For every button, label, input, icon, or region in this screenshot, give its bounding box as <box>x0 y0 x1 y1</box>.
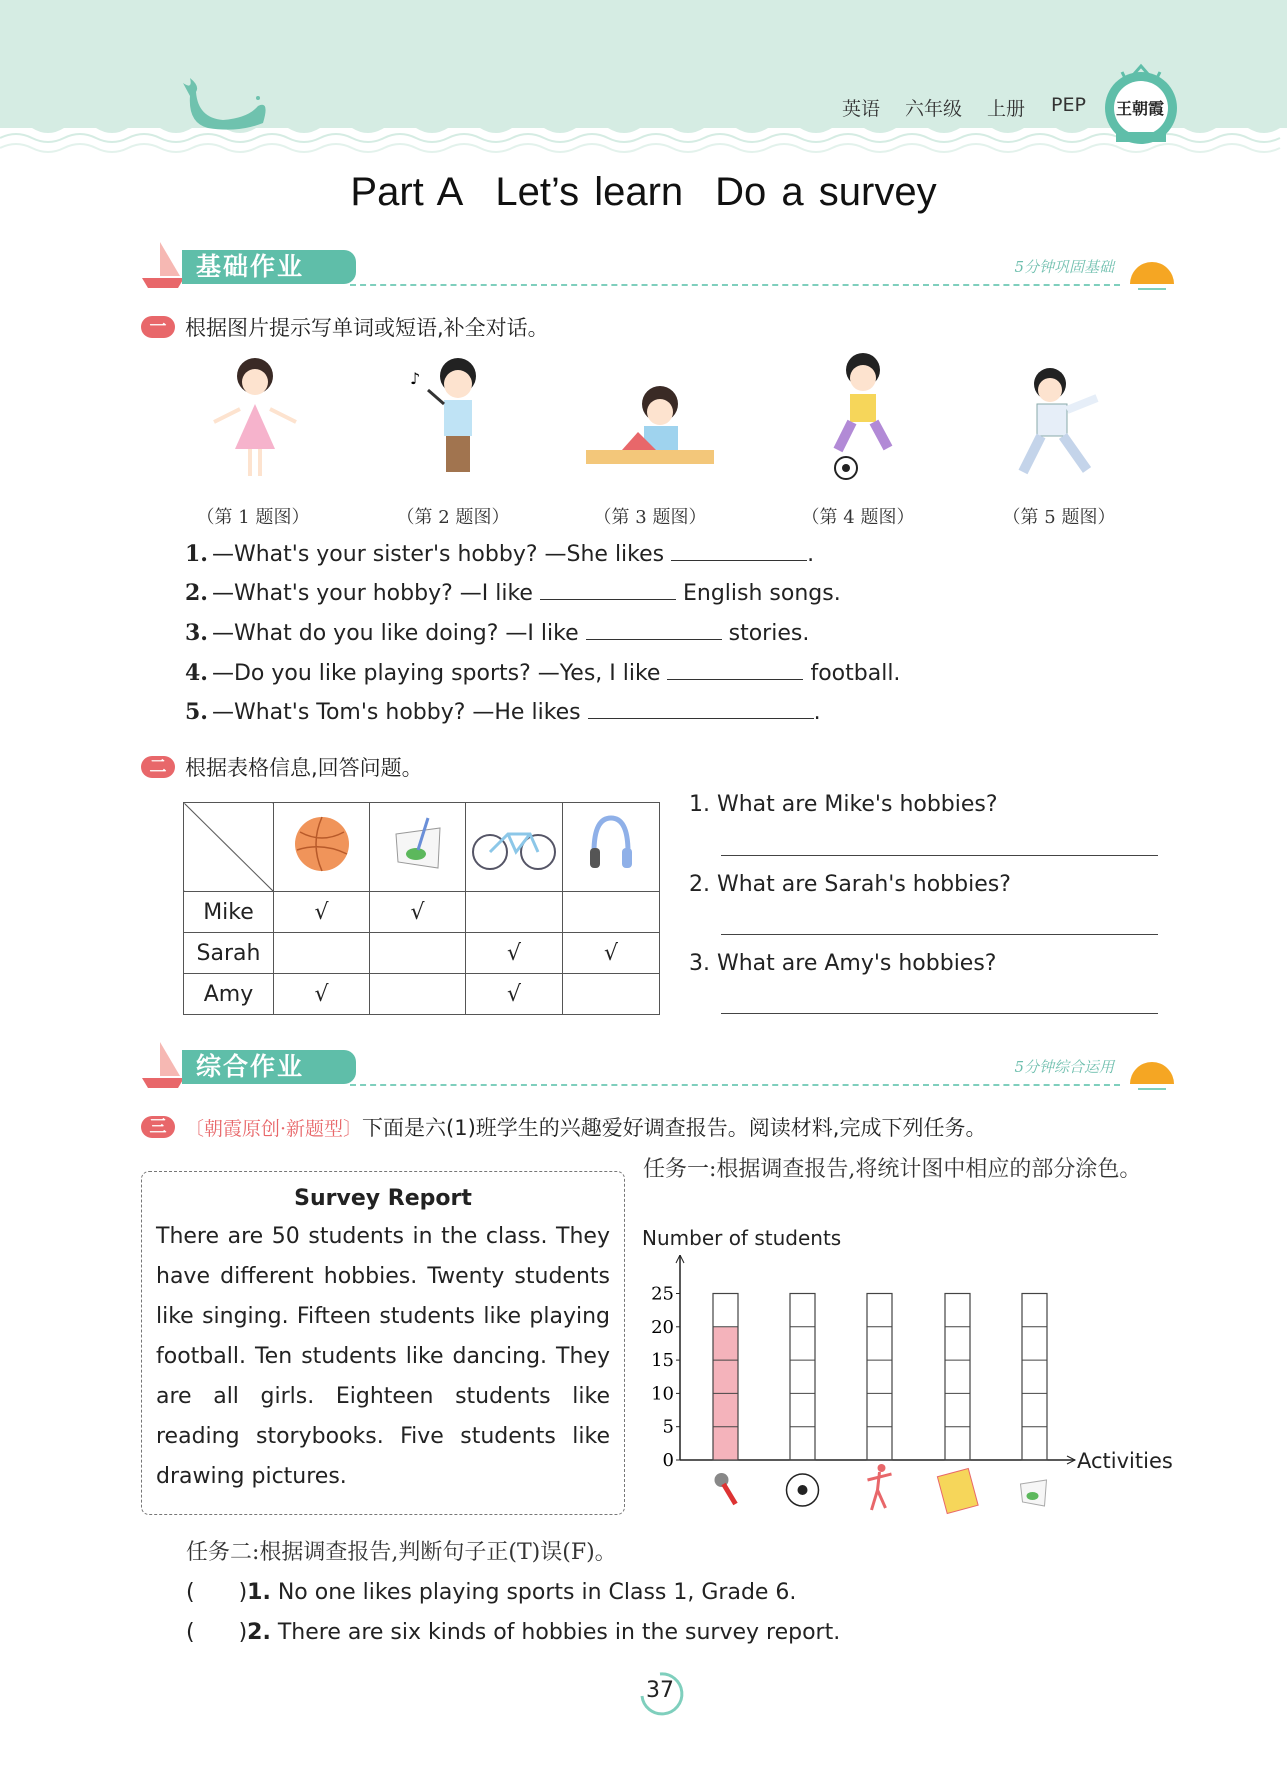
column-cycling <box>466 803 563 892</box>
answer-line[interactable] <box>721 934 1158 935</box>
answer-blank[interactable] <box>588 698 814 719</box>
bar-dancing <box>867 1294 892 1461</box>
sentence-text-after: football. <box>810 661 901 686</box>
boy-singing-picture <box>398 354 508 484</box>
dancer-icon <box>868 1472 892 1510</box>
check-cell <box>274 933 370 974</box>
table-question-3: 3. What are Amy's hobbies? <box>689 951 997 976</box>
answer-line[interactable] <box>721 855 1158 856</box>
boy-playing-football-picture <box>808 350 918 480</box>
bar-drawing-pictures <box>1022 1294 1047 1461</box>
section-banner-comprehensive <box>140 1048 1180 1088</box>
task-1-instruction: 任务一:根据调查报告,将统计图中相应的部分涂色。 <box>643 1157 1142 1182</box>
column-basketball <box>274 803 370 892</box>
table-row <box>184 933 660 974</box>
y-tick-label: 20 <box>651 1316 674 1338</box>
sentence-text: —What's your sister's hobby? —She likes <box>211 542 665 567</box>
sentence-text: —What do you like doing? —I like <box>211 621 579 646</box>
check-cell <box>370 974 466 1015</box>
girl-reading-picture <box>582 384 718 484</box>
headphones-icon <box>586 814 636 874</box>
sentence-text-after: English songs. <box>682 581 841 606</box>
y-tick-label: 10 <box>651 1383 674 1405</box>
survey-report-title: Survey Report <box>294 1186 472 1211</box>
header-edition: PEP <box>1051 94 1086 116</box>
sentence-text-after: . <box>807 542 815 567</box>
question-number-badge: 三 <box>141 1116 175 1138</box>
sunrise-icon <box>1124 1054 1180 1094</box>
chart-x-label: Activities <box>1077 1449 1173 1473</box>
check-cell: √ <box>274 892 370 933</box>
banner-time-note: 5分钟巩固基础 <box>1014 258 1114 276</box>
sentence-number: 5. <box>185 699 208 725</box>
header-grade: 六年级 <box>905 98 963 120</box>
table-question-2: 2. What are Sarah's hobbies? <box>689 872 1011 897</box>
table-question-1: 1. What are Mike's hobbies? <box>689 792 998 817</box>
answer-line[interactable] <box>721 1013 1158 1014</box>
section-banner-basic <box>140 248 1180 288</box>
item-number: 1. <box>247 1580 271 1605</box>
question-instruction: 根据表格信息,回答问题。 <box>185 756 423 780</box>
bicycle-icon <box>470 816 558 872</box>
survey-report-text: There are 50 students in the class. They have different hobbies. Twenty students like singing. Fifteen students like playing football. Ten students like dancing. They are all girls. Eighteen students like reading storybooks. Five students like drawing pictures. <box>156 1224 610 1489</box>
item-text: There are six kinds of hobbies in the survey report. <box>277 1620 841 1645</box>
question-instruction: 下面是六(1)班学生的兴趣爱好调查报告。阅读材料,完成下列任务。 <box>362 1116 987 1140</box>
column-music <box>563 803 660 892</box>
sentence-number: 3. <box>185 620 208 646</box>
sentence-text: —What's Tom's hobby? —He likes <box>211 700 581 725</box>
whale-icon <box>178 78 273 130</box>
column-drawing <box>370 803 466 892</box>
table-row <box>184 892 660 933</box>
sailboat-icon <box>140 242 186 288</box>
row-name: Mike <box>184 892 274 933</box>
question-instruction: 根据图片提示写单词或短语,补全对话。 <box>185 316 549 340</box>
sentence-4 <box>185 659 900 686</box>
sentence-number: 1. <box>185 541 208 567</box>
answer-blank[interactable] <box>667 659 803 680</box>
banner-label: 综合作业 <box>182 1050 356 1084</box>
true-false-item-1 <box>186 1575 796 1606</box>
girl-dancing-picture <box>200 354 310 484</box>
picture-caption: （第 1 题图） <box>196 507 310 528</box>
question-2-heading <box>141 752 423 782</box>
check-cell <box>370 933 466 974</box>
sentence-text-after: stories. <box>728 621 810 646</box>
sentence-1 <box>185 540 814 567</box>
question-3-heading <box>141 1112 986 1142</box>
check-cell: √ <box>274 974 370 1015</box>
true-false-item-2 <box>186 1615 840 1646</box>
sentence-5 <box>185 698 821 725</box>
storybook-icon <box>937 1468 978 1513</box>
dancer-icon-head <box>878 1464 886 1472</box>
title-part: Part A <box>350 170 464 214</box>
publisher-logo <box>1102 62 1180 150</box>
page-title <box>0 170 1287 215</box>
drawing-icon <box>388 814 448 874</box>
picture-caption: （第 5 题图） <box>1002 507 1116 528</box>
hobbies-table <box>183 802 660 1015</box>
page-number: 37 <box>646 1678 674 1703</box>
sentence-text: —Do you like playing sports? —Yes, I like <box>211 661 661 686</box>
survey-report-box <box>141 1171 625 1515</box>
question-number-badge: 一 <box>141 316 175 338</box>
title-section1: Let’s learn <box>495 170 684 214</box>
answer-parentheses[interactable]: ( ) <box>186 1580 248 1605</box>
banner-label: 基础作业 <box>182 250 356 284</box>
chart-y-label: Number of students <box>642 1226 842 1250</box>
football-icon-patch <box>798 1485 808 1495</box>
banner-time-note: 5分钟综合运用 <box>1014 1058 1114 1076</box>
boy-doing-kung-fu-picture <box>1005 362 1115 492</box>
question-number-badge: 二 <box>141 756 175 778</box>
picture-caption: （第 2 题图） <box>396 507 510 528</box>
bar-playing-football <box>790 1294 815 1461</box>
picture-caption: （第 4 题图） <box>801 507 915 528</box>
question-1-heading <box>141 312 549 342</box>
answer-blank[interactable] <box>540 579 676 600</box>
bar-chart <box>640 1255 1200 1525</box>
item-number: 2. <box>247 1620 271 1645</box>
sentence-2 <box>185 579 841 606</box>
y-tick-label: 0 <box>662 1450 674 1471</box>
y-tick-label: 5 <box>662 1416 674 1438</box>
basketball-icon <box>292 814 352 874</box>
bar-reading-storybooks <box>945 1294 970 1461</box>
check-cell <box>466 892 563 933</box>
answer-blank[interactable] <box>586 619 722 640</box>
sentence-text-after: . <box>813 700 821 725</box>
logo-text: 王朝霞 <box>1116 99 1165 118</box>
table-corner-cell <box>184 803 274 892</box>
svg-text:♪: ♪ <box>410 369 421 388</box>
title-section2: Do a survey <box>715 170 937 214</box>
sailboat-icon <box>140 1042 186 1088</box>
check-cell: √ <box>466 933 563 974</box>
sentence-number: 4. <box>185 660 208 686</box>
table-row <box>184 974 660 1015</box>
item-text: No one likes playing sports in Class 1, Grade 6. <box>277 1580 797 1605</box>
check-cell: √ <box>466 974 563 1015</box>
check-cell: √ <box>563 933 660 974</box>
microphone-icon-handle <box>724 1484 736 1504</box>
task-2-instruction: 任务二:根据调查报告,判断句子正(T)误(F)。 <box>186 1540 617 1565</box>
check-cell <box>563 974 660 1015</box>
header-subject: 英语 <box>842 98 881 120</box>
answer-parentheses[interactable]: ( ) <box>186 1620 248 1645</box>
header-volume: 上册 <box>987 98 1026 120</box>
drawing-icon-paint <box>1027 1492 1039 1500</box>
row-name: Amy <box>184 974 274 1015</box>
check-cell <box>563 892 660 933</box>
sentence-number: 2. <box>185 580 208 606</box>
question-source-tag: 〔朝霞原创·新题型〕 <box>185 1117 363 1140</box>
answer-blank[interactable] <box>671 540 807 561</box>
y-tick-label: 15 <box>651 1350 674 1372</box>
row-name: Sarah <box>184 933 274 974</box>
sunrise-icon <box>1124 254 1180 294</box>
check-cell: √ <box>370 892 466 933</box>
sentence-text: —What's your hobby? —I like <box>211 581 533 606</box>
picture-caption: （第 3 题图） <box>593 507 707 528</box>
sentence-3 <box>185 619 809 646</box>
y-tick-label: 25 <box>651 1283 674 1305</box>
banner-divider <box>350 284 1120 286</box>
banner-divider <box>350 1084 1120 1086</box>
